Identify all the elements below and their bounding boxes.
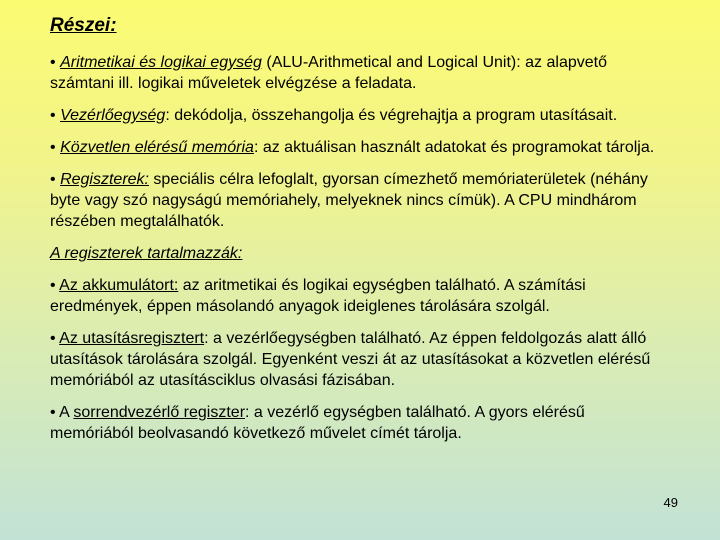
paragraph-registers xyxy=(50,169,670,232)
paragraph-memory xyxy=(50,137,670,158)
term-memory: Közvetlen elérésű memória xyxy=(60,139,254,156)
term-control-unit: Vezérlőegység xyxy=(60,107,166,124)
description-accumulator: az aritmetikai és logikai egységben található. A számítási eredmények, éppen másolandó anyagok ideiglenes tárolására szolgál. xyxy=(50,277,586,315)
bullet: • xyxy=(50,54,56,71)
paragraph-alu xyxy=(50,52,670,94)
bullet: • xyxy=(50,107,56,124)
bullet: • xyxy=(50,139,56,156)
slide-content xyxy=(50,14,670,455)
page-number: 49 xyxy=(663,495,678,510)
bullet: • xyxy=(50,404,56,421)
paragraph-instruction-register xyxy=(50,328,670,391)
description-registers: speciális célra lefoglalt, gyorsan címezhető memóriaterületek (néhány byte vagy szó nagyságú memóriahely, melyeknek nincs címük). A CPU mindhárom részében megtalálhatók. xyxy=(50,171,648,230)
bullet: • xyxy=(50,330,56,347)
description-program-counter: : a vezérlő egységben található. A gyors elérésű memóriából beolvasandó következő művelet címét tárolja. xyxy=(50,404,585,442)
term-program-counter: sorrendvezérlő regiszter xyxy=(73,404,246,421)
description-control-unit: : dekódolja, összehangolja és végrehajtja a program utasításait. xyxy=(165,107,618,124)
description-instruction-register: : a vezérlőegységben található. Az éppen feldolgozás alatt álló utasítások tárolására szolgál. Egyenként veszi át az utasításokat a közvetlen elérésű memóriából az utasításciklus olvasási fázisában. xyxy=(50,330,651,389)
section-heading-registers-contain: A regiszterek tartalmazzák: xyxy=(50,245,243,262)
paragraph-program-counter xyxy=(50,402,670,444)
term-instruction-register: Az utasításregisztert xyxy=(59,330,205,347)
bullet: • xyxy=(50,171,56,188)
term-registers: Regiszterek: xyxy=(60,171,149,188)
description-memory: : az aktuálisan használt adatokat és programokat tárolja. xyxy=(253,139,655,156)
paragraph-accumulator xyxy=(50,275,670,317)
prefix-program-counter: A xyxy=(55,404,74,421)
slide-title: Részei: xyxy=(50,15,117,36)
bullet: • xyxy=(50,277,56,294)
paragraph-control-unit xyxy=(50,105,670,126)
description-alu: (ALU-Arithmetical and Logical Unit): az alapvető számtani ill. logikai műveletek elvégzése a feladata. xyxy=(50,54,607,92)
term-accumulator: Az akkumulátort: xyxy=(59,277,179,294)
term-alu: Aritmetikai és logikai egység xyxy=(60,54,262,71)
